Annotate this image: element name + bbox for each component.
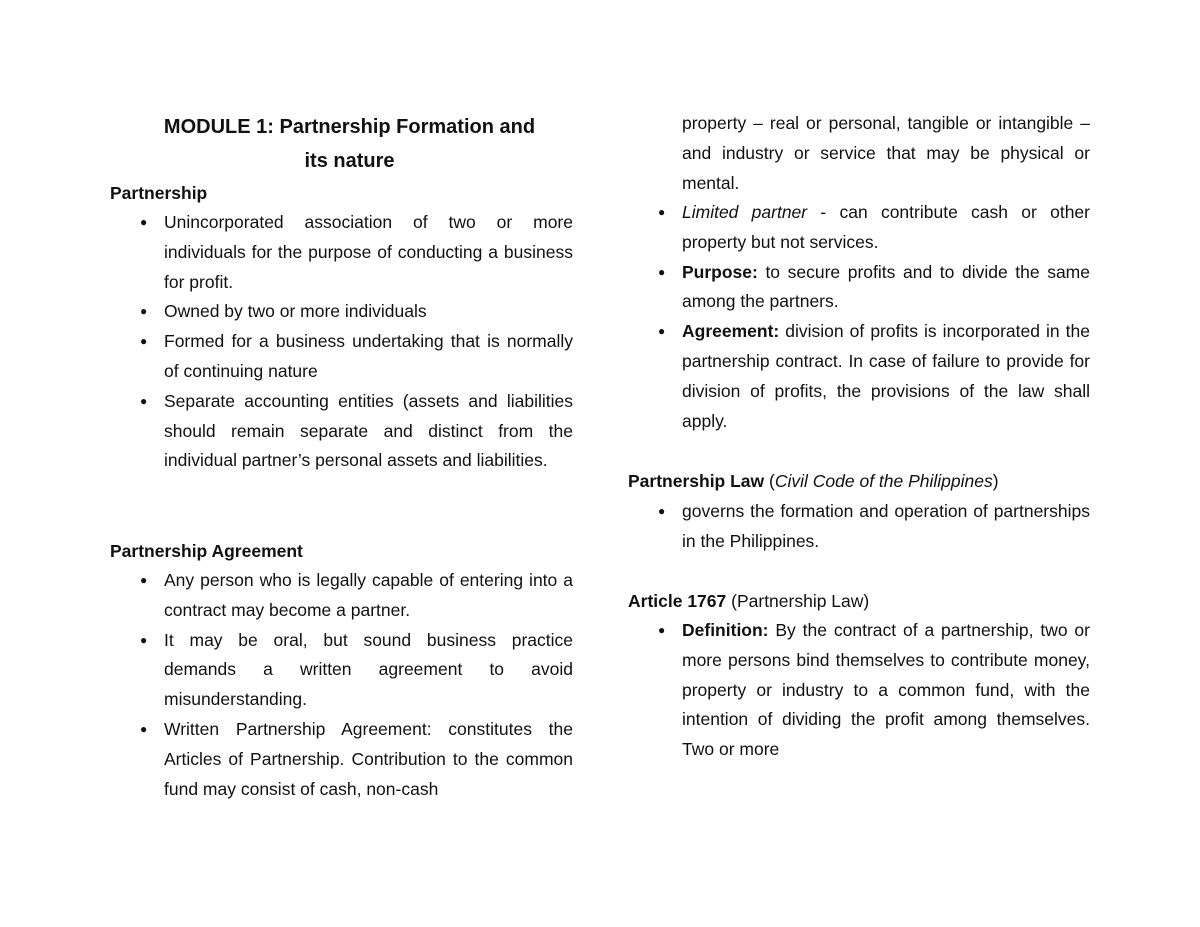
- article-heading: [628, 586, 869, 616]
- partner-details-list: [628, 198, 1090, 436]
- bullet-icon: ●: [140, 393, 148, 408]
- agreement-label: Agreement:: [682, 321, 780, 342]
- list-item-limited-partner: [628, 198, 1090, 258]
- agreement-list: [110, 566, 573, 804]
- list-item: [110, 297, 573, 327]
- article-title: Article 1767: [628, 591, 727, 611]
- list-item: [110, 626, 573, 715]
- partnership-law-title: Partnership Law: [628, 471, 765, 491]
- module-title-line-1: MODULE 1: Partnership Formation and: [163, 116, 536, 138]
- bullet-icon: ●: [140, 215, 148, 229]
- limited-partner-text: - can contribute cash or other property but not services.: [682, 202, 1090, 252]
- continuation-text: property – real or personal, tangible or intangible – and industry or service that may be physical or mental.: [682, 113, 1090, 193]
- list-item: [110, 566, 573, 626]
- list-item-text: Separate accounting entities (assets and liabilities should remain separate and distinct from the individual partner’s personal assets and liabilities.: [164, 390, 573, 471]
- bullet-icon: ●: [658, 324, 666, 339]
- partnership-agreement-heading: Partnership Agreement: [110, 541, 303, 561]
- list-item-definition: [628, 616, 1090, 765]
- list-item-text: Formed for a business undertaking that is normally of continuing nature: [164, 331, 573, 381]
- partnership-heading: Partnership: [110, 183, 208, 203]
- list-item: [110, 387, 573, 476]
- list-item: [110, 327, 573, 387]
- partnership-law-list: [628, 497, 1090, 557]
- bullet-icon: ●: [658, 504, 666, 518]
- module-title-line-2: its nature: [304, 150, 395, 172]
- agreement-text: division of profits is incorporated in the partnership contract. In case of failure to provide for division of profits, the provisions of the law shall apply.: [682, 321, 1090, 431]
- list-item-text: Owned by two or more individuals: [164, 301, 427, 322]
- purpose-label: Purpose:: [682, 261, 758, 282]
- article-list: [628, 616, 1090, 765]
- bullet-icon: ●: [140, 632, 148, 647]
- list-item-agreement: [628, 317, 1090, 436]
- definition-text: By the contract of a partnership, two or more persons bind themselves to contribute money, property or industry to a common fund, with the intention of dividing the profit among themselves. Two or more: [682, 620, 1090, 760]
- list-item-text: It may be oral, but sound business practice demands a written agreement to avoid misunderstanding.: [164, 629, 573, 710]
- list-item-text: Unincorporated association of two or more individuals for the purpose of conducting a business for profit.: [164, 212, 573, 292]
- bullet-icon: ●: [658, 264, 666, 279]
- list-item: [110, 208, 573, 297]
- list-item-text: Written Partnership Agreement: constitutes the Articles of Partnership. Contribution to the common fund may consist of cash, non-cash: [164, 718, 573, 799]
- bullet-icon: ●: [658, 205, 666, 219]
- list-item: [628, 497, 1090, 557]
- bullet-icon: ●: [140, 334, 148, 349]
- partnership-law-source: Civil Code of the Philippines: [774, 471, 993, 491]
- bullet-icon: ●: [658, 623, 666, 637]
- partnership-law-paren-close: ): [992, 471, 999, 491]
- list-item-text: Any person who is legally capable of entering into a contract may become a partner.: [164, 570, 573, 620]
- article-paren: (Partnership Law): [726, 591, 870, 611]
- partnership-law-paren-open: (: [764, 471, 775, 491]
- list-item-purpose: [628, 258, 1090, 318]
- partnership-list: [110, 208, 573, 476]
- purpose-text: to secure profits and to divide the same among the partners.: [682, 261, 1090, 312]
- list-item: [110, 715, 573, 804]
- definition-label: Definition:: [682, 620, 769, 640]
- partnership-law-heading: [628, 466, 999, 496]
- bullet-icon: ●: [140, 721, 148, 736]
- bullet-icon: ●: [140, 573, 148, 587]
- limited-partner-label: Limited partner: [682, 202, 808, 222]
- bullet-icon: ●: [140, 304, 148, 319]
- list-item-text: governs the formation and operation of partnerships in the Philippines.: [682, 501, 1090, 551]
